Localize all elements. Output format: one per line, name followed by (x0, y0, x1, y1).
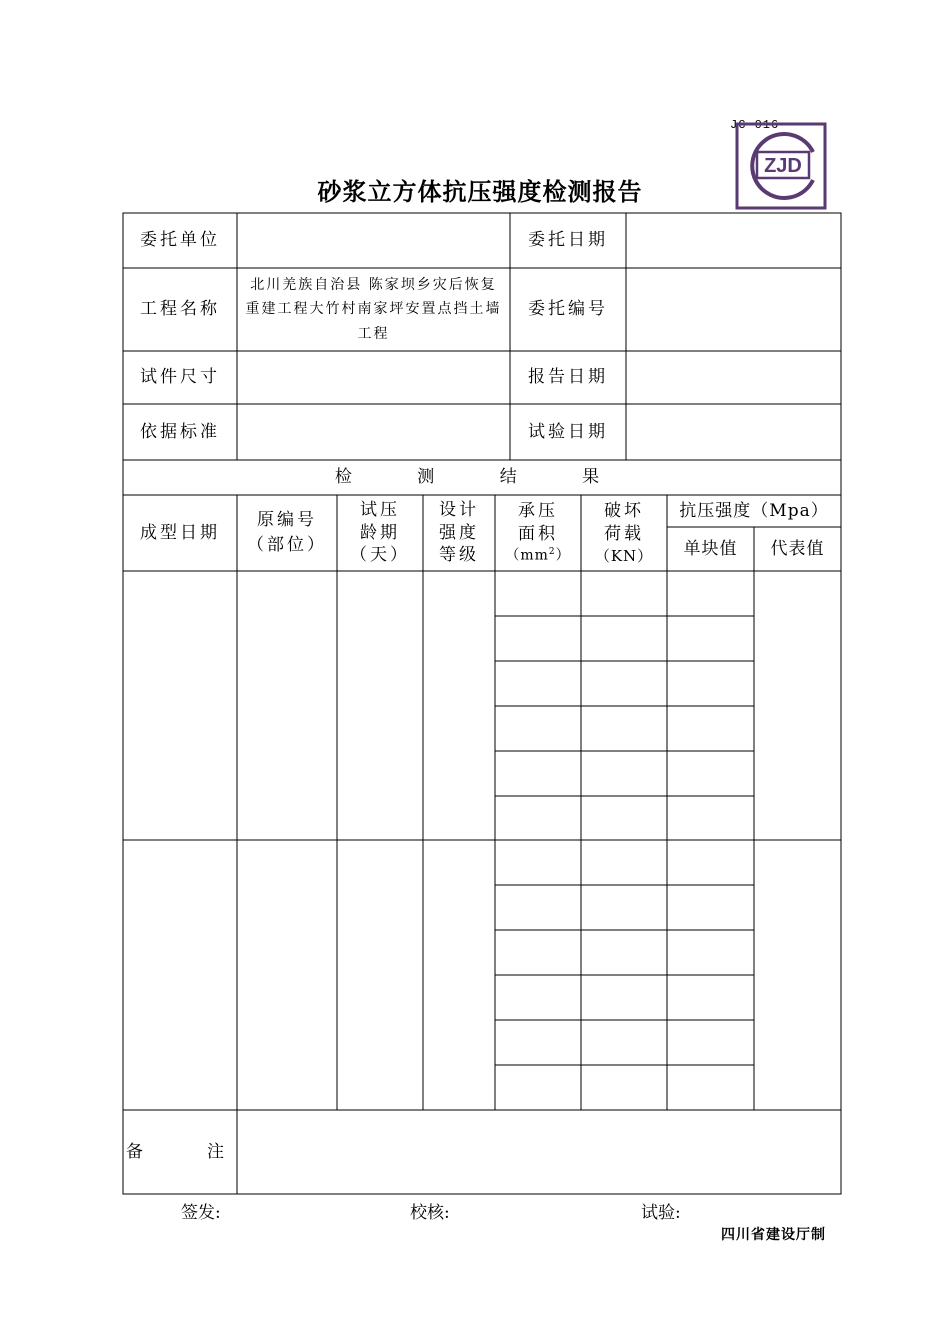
area-unit-text: （mm (505, 547, 549, 564)
col-compressive-strength: 抗压强度（Mpa） (679, 500, 829, 521)
remarks-label: 备 注 (126, 1141, 234, 1162)
col-design-grade-line1: 设计 (439, 499, 479, 520)
commission-no-label: 委托编号 (528, 299, 608, 320)
project-name-value[interactable]: 北川羌族自治县 陈家坝乡灾后恢复重建工程大竹村南家坪安置点挡土墙工程 (245, 276, 502, 342)
col-bearing-area (495, 495, 581, 571)
col-test-age-line1: 试压 (360, 499, 400, 520)
col-design-grade-line2: 强度 (439, 522, 479, 543)
area-unit-sup: 2 (548, 547, 556, 558)
col-test-age-line2: 龄期 (360, 522, 400, 543)
remarks-value[interactable] (237, 1110, 841, 1194)
col-failure-load-line3: （KN） (594, 546, 654, 565)
svg-text:ZJD: ZJD (764, 155, 802, 177)
col-failure-load (581, 495, 667, 571)
commission-date-value[interactable] (626, 213, 841, 268)
col-test-age (337, 495, 423, 571)
col-original-no-line2: （部位） (247, 535, 327, 555)
col-single-value: 单块值 (683, 538, 738, 559)
area-unit-end: ） (555, 547, 571, 564)
page-title: 砂浆立方体抗压强度检测报告 (317, 178, 643, 206)
col-design-grade-line3: 等级 (439, 545, 479, 566)
test-date-label: 试验日期 (528, 421, 608, 442)
report-date-value[interactable] (626, 351, 841, 404)
specimen-size-label: 试件尺寸 (140, 367, 220, 388)
client-unit-value[interactable] (237, 213, 510, 268)
tested-label: 试验: (641, 1203, 681, 1223)
standard-value[interactable] (237, 404, 510, 460)
project-name-label: 工程名称 (140, 299, 220, 320)
col-original-no-line1: 原编号 (257, 510, 317, 531)
col-failure-load-line2: 荷载 (604, 523, 644, 544)
issuer-label: 四川省建设厅制 (721, 1227, 826, 1243)
test-date-value[interactable] (626, 404, 841, 460)
col-test-age-line3: （天） (350, 545, 410, 566)
col-bearing-area-line1: 承压 (518, 501, 558, 522)
results-section-title: 检 测 结 果 (334, 467, 630, 488)
commission-date-label: 委托日期 (528, 230, 608, 251)
col-design-grade (423, 495, 495, 571)
col-failure-load-line1: 破坏 (604, 500, 644, 521)
client-unit-label: 委托单位 (140, 230, 220, 251)
col-bearing-area-unit (505, 546, 570, 566)
col-bearing-area-line2: 面积 (518, 524, 558, 545)
standard-label: 依据标准 (140, 421, 220, 442)
col-molding-date: 成型日期 (140, 522, 220, 543)
col-original-no (237, 495, 337, 571)
checked-label: 校核: (410, 1203, 450, 1223)
signed-label: 签发: (181, 1203, 221, 1223)
commission-no-value[interactable] (626, 268, 841, 351)
report-date-label: 报告日期 (528, 367, 608, 388)
specimen-size-value[interactable] (237, 351, 510, 404)
col-representative-value: 代表值 (770, 538, 825, 559)
form-code: JC-016 (730, 118, 780, 132)
